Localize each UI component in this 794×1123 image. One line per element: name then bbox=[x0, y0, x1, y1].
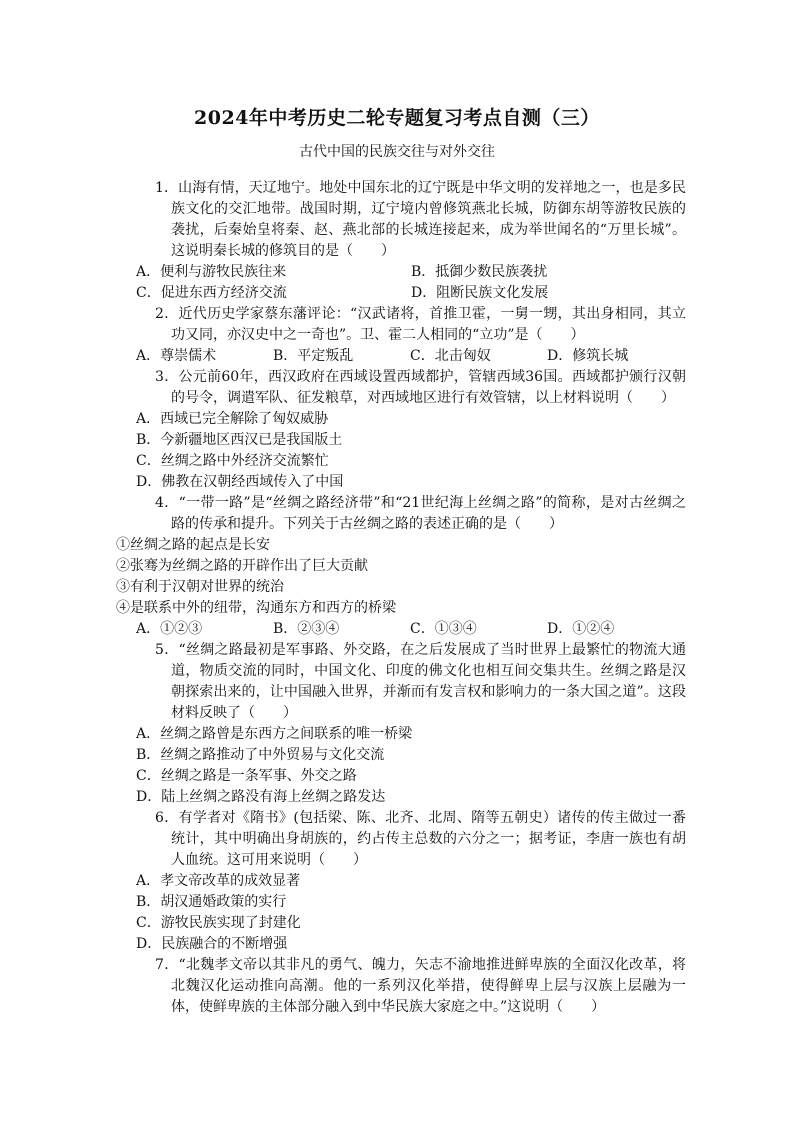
option-d: D．佛教在汉朝经西域传入了中国 bbox=[136, 474, 344, 490]
option-a: A．孝文帝改革的成效显著 bbox=[136, 873, 301, 889]
option-b: B．胡汉通婚政策的实行 bbox=[136, 894, 287, 910]
question-stem: 7．“北魏孝文帝以其非凡的勇气、魄力，矢志不渝地推进鲜卑族的全面汉化改革，将北魏汉化运动推向高潮。他的一系列汉化举措，使得鲜卑上层与汉族上层融为一体，使鲜卑族的主体部分融入到中华民族大家庭之中。”这说明（ ） bbox=[155, 957, 686, 1015]
option-a: A．丝绸之路曾是东西方之间联系的唯一桥梁 bbox=[136, 726, 413, 742]
option-b: B．②③④ bbox=[273, 621, 340, 637]
option-a: A．尊崇儒术 bbox=[136, 348, 217, 364]
question-2 bbox=[116, 304, 686, 367]
question-stem: 2．近代历史学家蔡东藩评论：“汉武诸将，首推卫霍，一舅一甥，其出身相同，其立功又同，亦汉史中之一奇也”。卫、霍二人相同的“立功”是（ ） bbox=[155, 306, 686, 343]
option-d: D．陆上丝绸之路没有海上丝绸之路发达 bbox=[136, 789, 386, 805]
option-a: A．便利与游牧民族往来 bbox=[136, 264, 287, 280]
question-1 bbox=[116, 178, 686, 304]
option-c: C．北击匈奴 bbox=[410, 348, 491, 364]
statement-2: ②张骞为丝绸之路的开辟作出了巨大贡献 bbox=[116, 558, 368, 574]
option-c: C．①③④ bbox=[410, 621, 477, 637]
question-7 bbox=[116, 955, 686, 1018]
question-stem: 3．公元前60年，西汉政府在西域设置西域都护，管辖西域36国。西域都护颁行汉朝的号令，调遣军队、征发粮草，对西域地区进行有效管辖，以上材料说明（ ） bbox=[155, 369, 686, 406]
page-title: 2024年中考历史二轮专题复习考点自测（三） bbox=[194, 107, 600, 129]
option-b: B．抵御少数民族袭扰 bbox=[411, 264, 548, 280]
statement-1: ①丝绸之路的起点是长安 bbox=[116, 537, 270, 553]
option-c: C．促进东西方经济交流 bbox=[136, 285, 287, 301]
option-d: D．阻断民族文化发展 bbox=[411, 285, 549, 301]
question-stem: 4．“一带一路”是“丝绸之路经济带”和“21世纪海上丝绸之路”的简称，是对古丝绸之路的传承和提升。下列关于古丝绸之路的表述正确的是（ ） bbox=[155, 495, 686, 532]
question-3 bbox=[116, 367, 686, 493]
option-row bbox=[116, 283, 686, 304]
option-d: D．修筑长城 bbox=[547, 348, 629, 364]
question-stem: 6．有学者对《隋书》(包括梁、陈、北齐、北周、隋等五朝史）诸传的传主做过一番统计，其中明确出身胡族的，约占传主总数的六分之一；据考证，李唐一族也有胡人血统。这可用来说明（ ） bbox=[155, 810, 686, 868]
option-d: D．民族融合的不断增强 bbox=[136, 936, 288, 952]
option-a: A．西域已完全解除了匈奴威胁 bbox=[136, 411, 329, 427]
question-6 bbox=[116, 808, 686, 955]
option-row bbox=[116, 346, 686, 367]
option-row bbox=[116, 262, 686, 283]
page-subtitle: 古代中国的民族交往与对外交往 bbox=[299, 144, 495, 160]
question-list bbox=[116, 178, 686, 1018]
option-c: C．丝绸之路是一条军事、外交之路 bbox=[136, 768, 357, 784]
question-5 bbox=[116, 640, 686, 808]
question-4 bbox=[116, 493, 686, 640]
option-c: C．丝绸之路中外经济交流繁忙 bbox=[136, 453, 329, 469]
option-c: C．游牧民族实现了封建化 bbox=[136, 915, 301, 931]
option-b: B．今新疆地区西汉已是我国版土 bbox=[136, 432, 343, 448]
option-b: B．丝绸之路推动了中外贸易与文化交流 bbox=[136, 747, 385, 763]
question-stem: 1．山海有情，天辽地宁。地处中国东北的辽宁既是中华文明的发祥地之一，也是多民族文化的交汇地带。战国时期，辽宁境内曾修筑燕北长城，防御东胡等游牧民族的袭扰，后秦始皇将秦、赵、燕北部的长城连接起来，成为举世闻名的“万里长城”。这说明秦长城的修筑目的是（ ） bbox=[155, 180, 686, 259]
option-d: D．①②④ bbox=[547, 621, 615, 637]
option-row bbox=[116, 619, 686, 640]
statement-4: ④是联系中外的纽带，沟通东方和西方的桥梁 bbox=[116, 600, 396, 616]
option-b: B．平定叛乱 bbox=[273, 348, 354, 364]
option-a: A．①②③ bbox=[136, 621, 203, 637]
statement-3: ③有利于汉朝对世界的统治 bbox=[116, 579, 284, 595]
question-stem: 5．“丝绸之路最初是军事路、外交路，在之后发展成了当时世界上最繁忙的物流大通道，物质交流的同时，中国文化、印度的佛文化也相互间交集共生。丝绸之路是汉朝探索出来的，让中国融入世界，并渐而有发言权和影响力的一条大国之道”。这段材料反映了（ ） bbox=[155, 642, 686, 721]
